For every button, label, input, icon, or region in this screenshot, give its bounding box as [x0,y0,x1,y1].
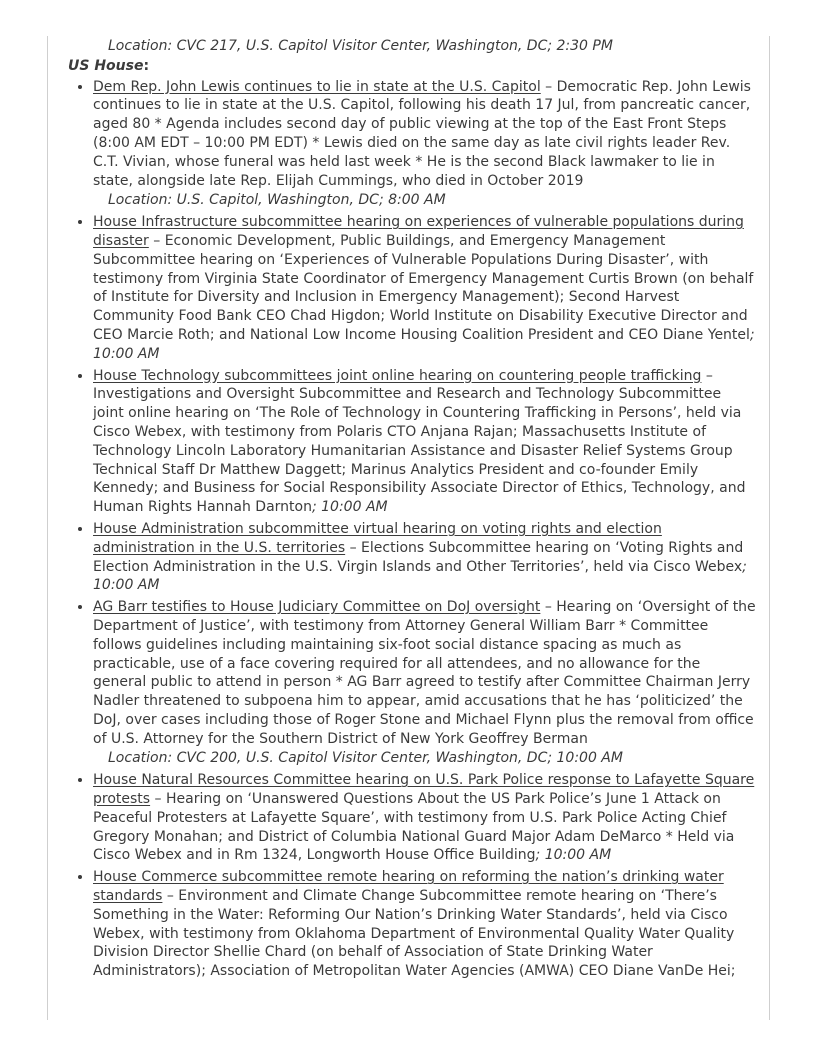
event-title-link[interactable]: House Commerce subcommittee remote hearing on reforming the nation’s drinking water standards [93,869,724,905]
event-item [93,771,756,865]
event-description: – Economic Development, Public Buildings, and Emergency Management Subcommittee hearing on ‘Experiences of Vulnerable Populations During Disaster’, with testimony from Virginia State Coordinator of Emergency Management Curtis Brown (on behalf of Institute for Diversity and Inclusion in Emergency Management); Second Harvest Community Food Bank CEO Chad Higdon; World Institute on Disability Executive Director and CEO Marcie Roth; and National Low Income Housing Coalition President and CEO Diane Yentel [93,232,754,343]
event-title-link[interactable]: House Administration subcommittee virtual hearing on voting rights and election administration in the U.S. territories [93,520,662,556]
event-description: – Investigations and Oversight Subcommittee and Research and Technology Subcommittee joint online hearing on ‘The Role of Technology in Countering Trafficking in Persons’, held via Cisco Webex, with testimony from Polaris CTO Anjana Rajan; Massachusetts Institute of Technology Lincoln Laboratory Humanitarian Assistance and Disaster Relief Systems Group Technical Staff Dr Matthew Daggett; Marinus Analytics President and co-founder Emily Kennedy; and Business for Social Responsibility Associate Director of Ethics, Technology, and Human Rights Hannah Darnton [93,367,746,516]
event-description: – Environment and Climate Change Subcommittee remote hearing on ‘There’s Something in the Water: Reforming Our Nation’s Drinking Water Standards’, held via Cisco Webex, with testimony from Oklahoma Department of Environmental Quality Water Quality Division Director Shellie Chard (on behalf of Association of State Drinking Water Administrators); Association of Metropolitan Water Agencies (AMWA) CEO Diane VanDe Hei; [93,888,736,980]
event-time: ; 10:00 AM [311,499,388,516]
event-title-link[interactable]: House Infrastructure subcommittee hearing on experiences of vulnerable populations during disaster [93,214,744,249]
event-location: Location: CVC 200, U.S. Capitol Visitor Center, Washington, DC; 10:00 AM [108,750,623,767]
event-description: – Elections Subcommittee hearing on ‘Voting Rights and Election Administration in the U.S. Virgin Islands and Other Territories’, held via Cisco Webex [93,539,744,575]
event-time: ; 10:00 AM [93,558,747,594]
event-item [93,520,756,595]
event-time: ; 10:00 AM [93,326,755,362]
event-description: – Hearing on ‘Unanswered Questions About the US Park Police’s June 1 Attack on Peaceful Protesters at Lafayette Square’, with testimony from U.S. Park Police Acting Chief Gregory Monahan; and District of Columbia National Guard Major Adam DeMarco * Held via Cisco Webex and in Rm 1324, Longworth House Office Building [93,791,735,864]
location-line: Location: CVC 217, U.S. Capitol Visitor Center, Washington, DC; 2:30 PM [108,38,613,54]
event-item [93,367,756,517]
event-location: Location: U.S. Capitol, Washington, DC; 8:00 AM [108,192,446,209]
event-title-link[interactable]: Dem Rep. John Lewis continues to lie in state at the U.S. Capitol [93,78,541,95]
event-title-link[interactable]: AG Barr testifies to House Judiciary Committee on DoJ oversight [93,599,541,616]
event-title-link[interactable]: House Technology subcommittees joint online hearing on countering people trafficking [93,367,702,384]
section-heading [68,57,756,76]
section-heading-colon: : [143,57,150,74]
event-title-link[interactable]: House Natural Resources Committee hearing on U.S. Park Police response to Lafayette Square protests [93,772,755,808]
event-list [68,78,756,981]
event-item [93,213,756,363]
event-item [93,868,756,981]
event-time: ; 10:00 AM [535,847,612,864]
event-description: – Democratic Rep. John Lewis continues to lie in state at the U.S. Capitol, following his death 17 Jul, from pancreatic cancer, aged 80 * Agenda includes second day of public viewing at the top of the East Front Steps (8:00 AM EDT – 10:00 PM EDT) * Lewis died on the same day as late civil rights leader Rev. C.T. Vivian, whose funeral was held last week * He is the second Black lawmaker to lie in state, alongside late Rep. Elijah Cummings, who died in October 2019 [93,78,751,189]
section-heading-label: US House [68,57,144,74]
event-description: – Hearing on ‘Oversight of the Department of Justice’, with testimony from Attorney General William Barr * Committee follows guidelines including maintaining six-foot social distance spacing as much as practicable, use of a face covering required for all attendees, and no allowance for the general public to attend in person * AG Barr agreed to testify after Committee Chairman Jerry Nadler threatened to subpoena him to appear, amid accusations that he has ‘politicized’ the DoJ, over cases including those of Roger Stone and Michael Flynn plus the removal from office of U.S. Attorney for the Southern District of New York Geoffrey Berman [93,599,756,747]
event-item [93,78,756,211]
event-item [93,598,756,768]
document-body [68,37,756,984]
